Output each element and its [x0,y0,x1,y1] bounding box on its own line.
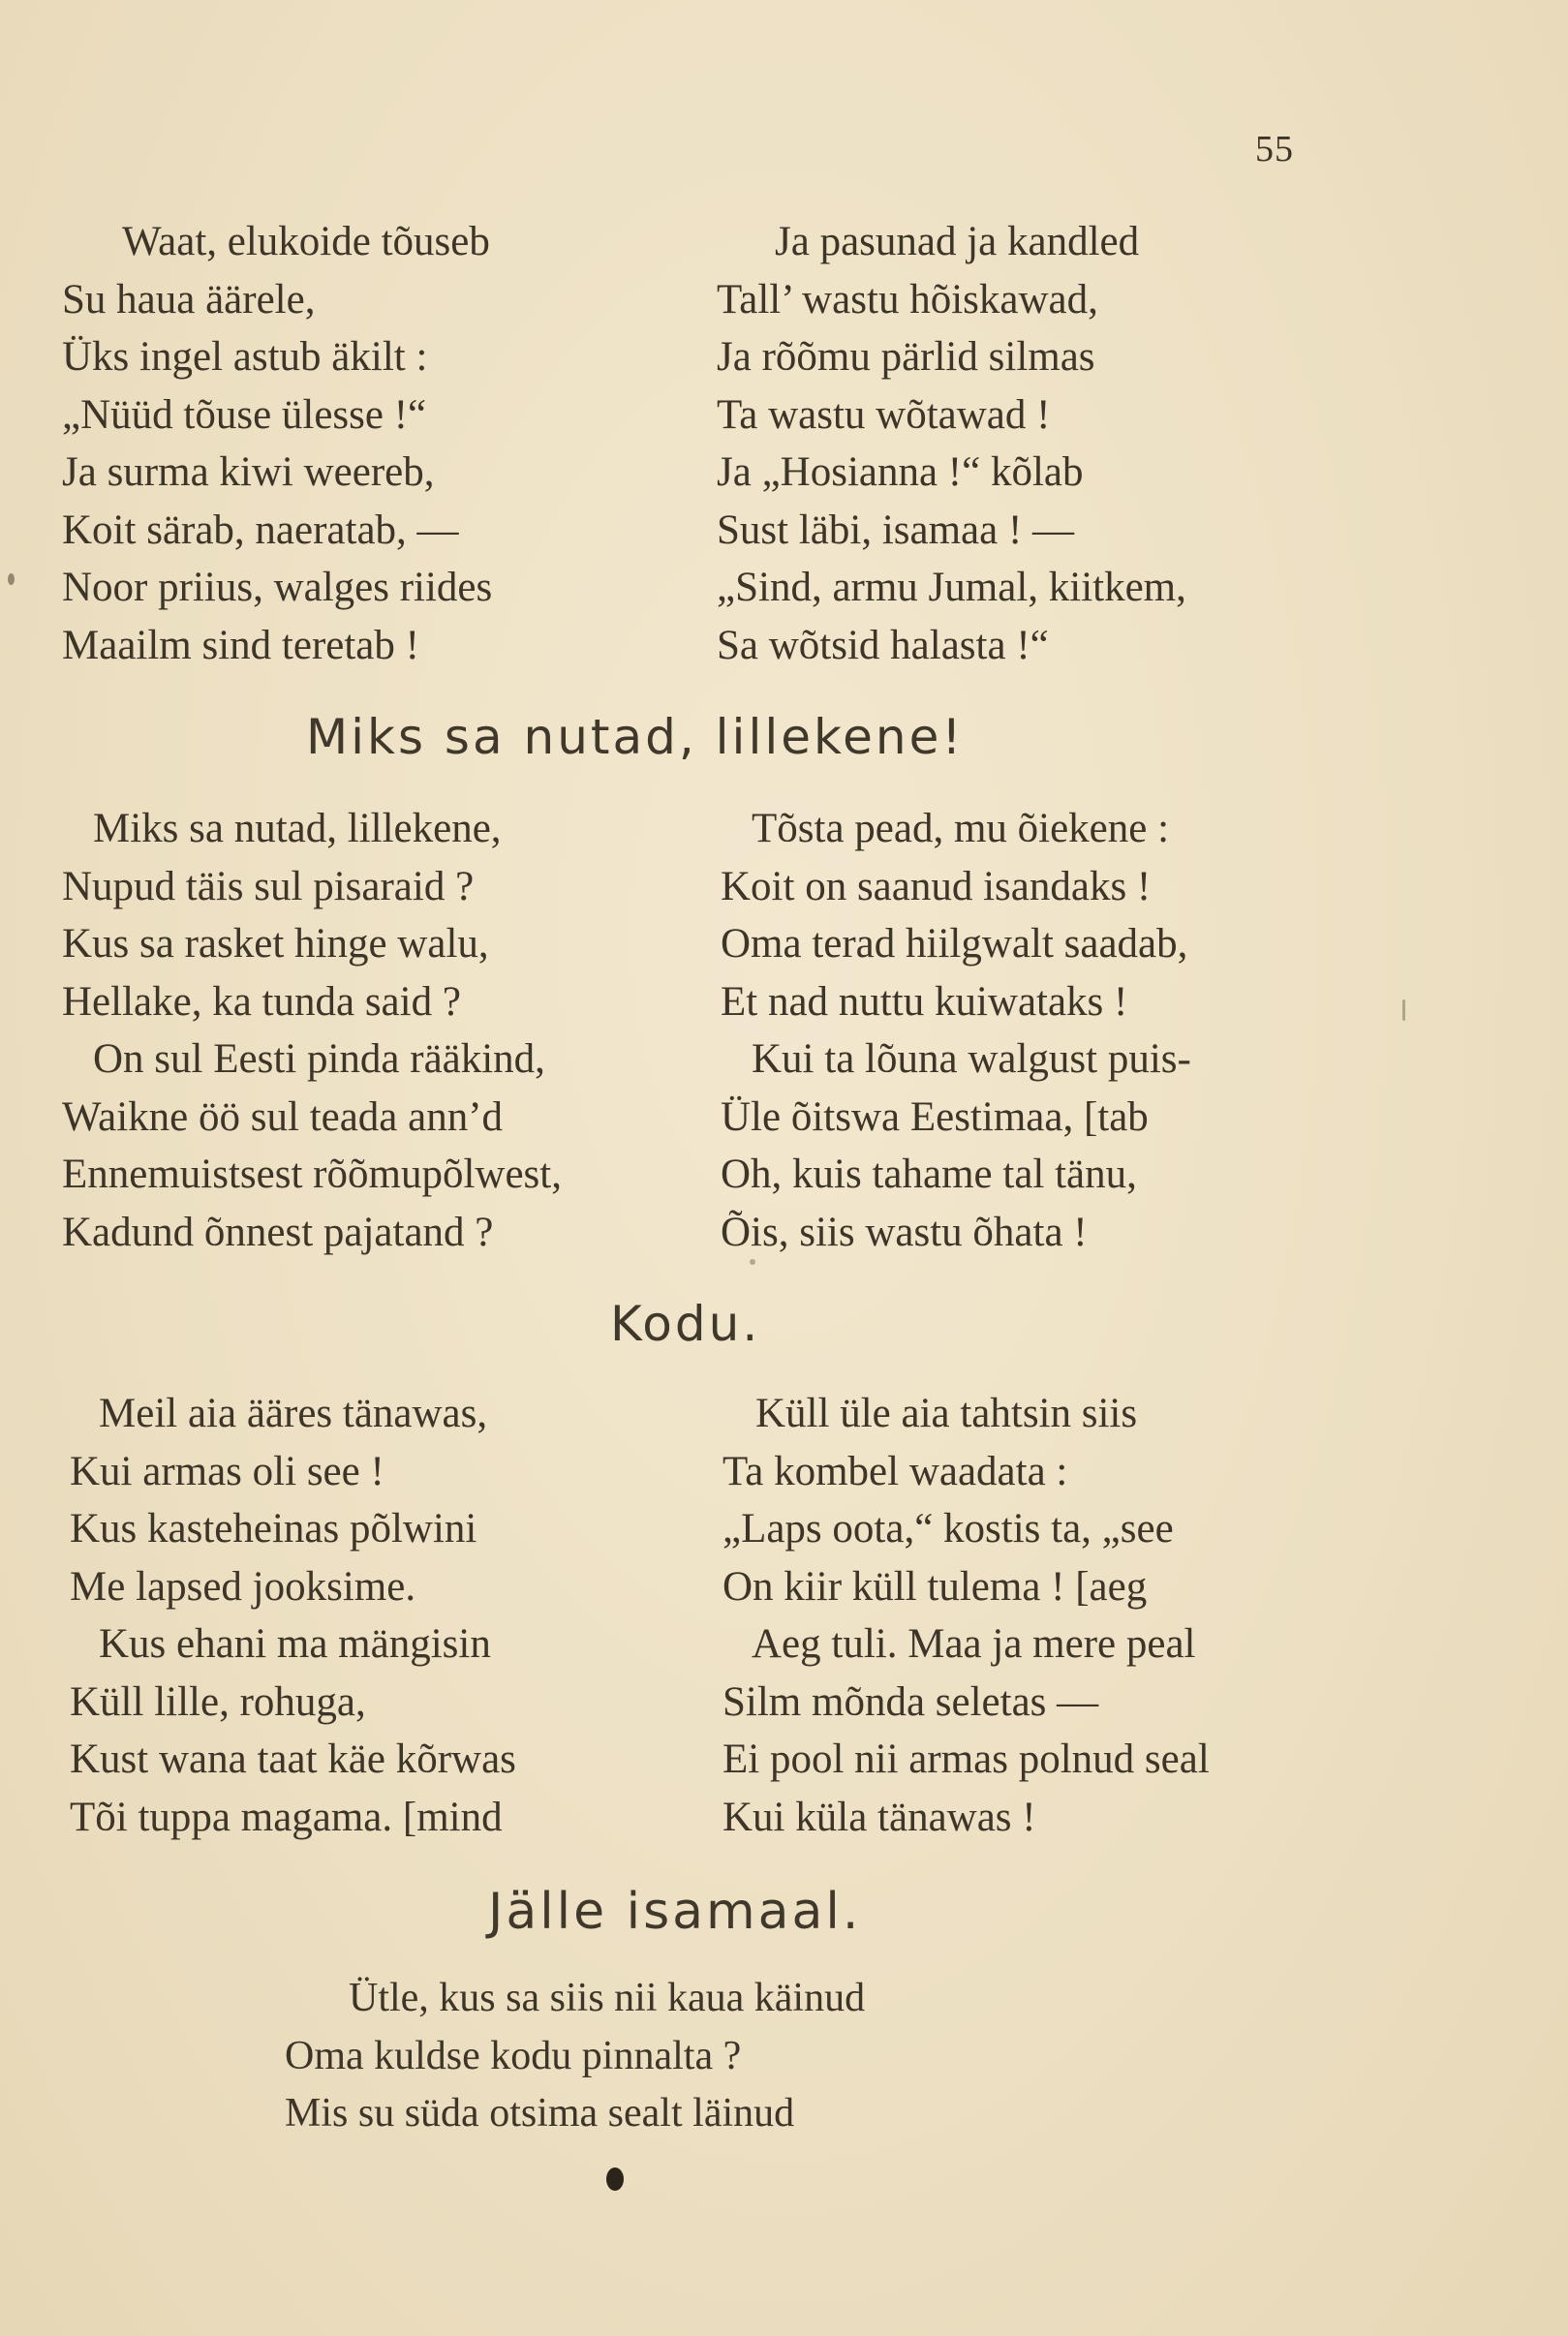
verse-line: Waikne öö sul teada ann’d [62,1093,504,1140]
verse-line: Ja surma kiwi weereb, [62,449,435,495]
verse-line: Tall’ wastu hõiskawad, [717,276,1098,323]
verse-line: Kui armas oli see ! [70,1448,384,1494]
verse-line: Üks ingel astub äkilt : [62,334,428,380]
poem3-left-stanza [70,1385,516,1846]
verse-line: Koit on saanud isandaks ! [721,863,1152,909]
poem4-stanza [285,1970,865,2143]
poem1-left-stanza [62,213,492,674]
verse-line: Ennemuistsest rõõmupõlwest, [62,1152,562,1197]
verse-line: On kiir küll tulema ! [aeg [723,1563,1148,1610]
poem3-title: Kodu. [610,1296,761,1352]
ornament-dot [606,2167,624,2191]
verse-line: Sust läbi, isamaa ! — [717,507,1075,553]
verse-line: Koit särab, naeratab, — [62,507,459,553]
verse-line: Meil aia ääres tänawas, [99,1391,488,1436]
verse-line: Tõi tuppa magama. [mind [70,1794,503,1840]
verse-line: „Laps oota,“ kostis ta, „see [723,1506,1174,1552]
verse-line: Ütle, kus sa siis nii kaua käinud [349,1976,866,2020]
verse-line: Su haua äärele, [62,276,316,323]
poem2-title: Miks sa nutad, lillekene! [306,709,965,765]
verse-line: Me lapsed jooksime. [70,1563,416,1610]
print-speck [1402,999,1405,1021]
poem1-right-stanza [717,213,1186,674]
verse-line: Kadund õnnest pajatand ? [62,1209,494,1255]
verse-line: Kui küla tänawas ! [723,1794,1036,1840]
verse-line: Hellake, ka tunda said ? [62,978,461,1025]
poem4-title: Jälle isamaal. [488,1883,862,1941]
verse-line: Ja „Hosianna !“ kõlab [717,449,1084,495]
verse-line: Kui ta lõuna walgust puis- [752,1036,1191,1082]
verse-line: Ta wastu wõtawad ! [717,391,1051,438]
verse-line: Ei pool nii armas polnud seal [723,1737,1210,1782]
verse-line: Mis su süda otsima sealt läinud [285,2091,795,2136]
verse-line: Tõsta pead, mu õiekene : [752,806,1170,851]
verse-line: Oma terad hiilgwalt saadab, [721,921,1188,967]
verse-line: „Nüüd tõuse ülesse !“ [62,391,427,438]
poem2-left-stanza [62,800,562,1261]
verse-line: Maailm sind teretab ! [62,622,419,668]
verse-line: Õis, siis wastu õhata ! [721,1209,1088,1255]
verse-line: Silm mõnda seletas — [723,1678,1099,1725]
verse-line: Aeg tuli. Maa ja mere peal [752,1621,1196,1667]
verse-line: Ja pasunad ja kandled [775,219,1140,264]
verse-line: Üle õitswa Eestimaa, [tab [721,1093,1149,1140]
poem3-right-stanza [723,1385,1210,1846]
verse-line: Ta kombel waadata : [723,1448,1068,1494]
verse-line: „Sind, armu Jumal, kiitkem, [717,565,1186,610]
page-number: 55 [1255,129,1294,169]
verse-line: Kus ehani ma mängisin [99,1621,491,1667]
verse-line: Sa wõtsid halasta !“ [717,622,1049,668]
verse-line: On sul Eesti pinda rääkind, [93,1036,545,1082]
verse-line: Kust wana taat käe kõrwas [70,1737,516,1782]
verse-line: Oh, kuis tahame tal tänu, [721,1152,1137,1197]
print-speck [8,573,15,585]
print-speck [750,1259,755,1265]
verse-line: Noor priius, walges riides [62,565,493,610]
poem2-right-stanza [721,800,1191,1261]
verse-line: Ja rõõmu pärlid silmas [717,334,1095,380]
verse-line: Kus kasteheinas põlwini [70,1506,477,1552]
verse-line: Waat, elukoide tõuseb [122,219,490,264]
verse-line: Küll üle aia tahtsin siis [755,1391,1138,1436]
verse-line: Et nad nuttu kuiwataks ! [721,978,1128,1025]
verse-line: Kus sa rasket hinge walu, [62,921,489,967]
verse-line: Oma kuldse kodu pinnalta ? [285,2033,742,2078]
verse-line: Küll lille, rohuga, [70,1678,366,1725]
verse-line: Nupud täis sul pisaraid ? [62,863,475,909]
verse-line: Miks sa nutad, lillekene, [93,806,502,851]
